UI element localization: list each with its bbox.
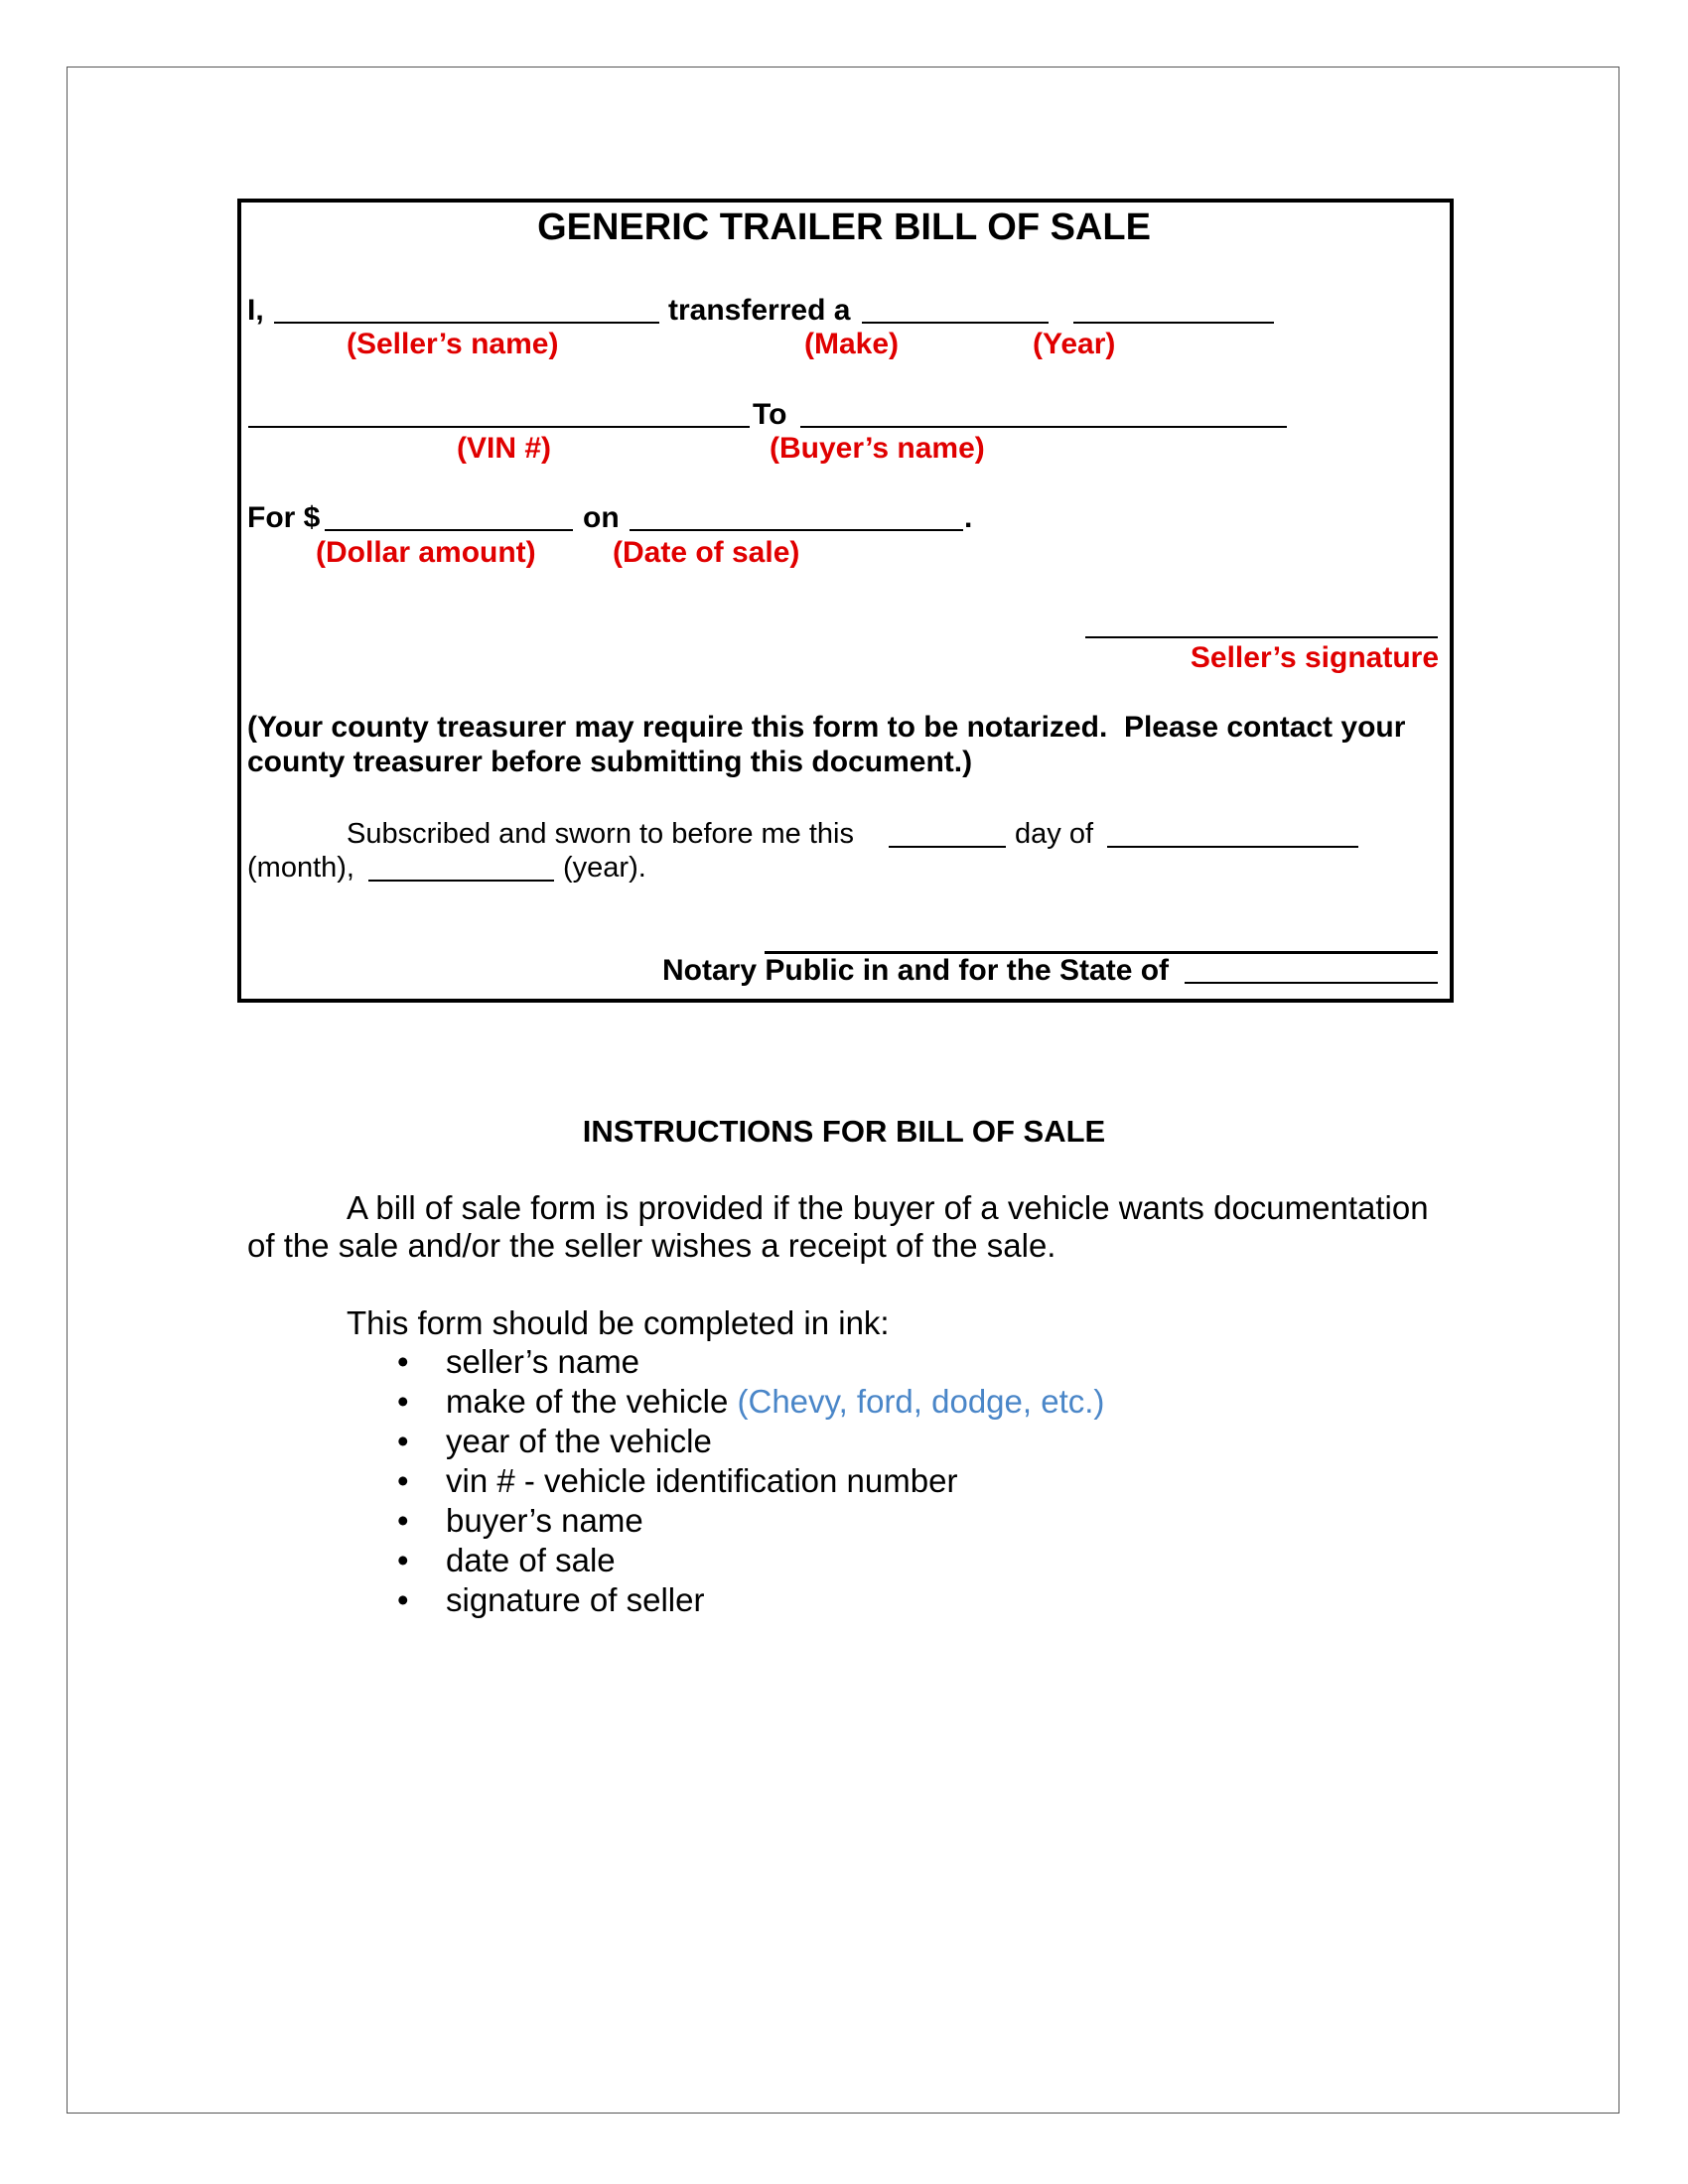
buyer-name-blank[interactable] [800, 426, 1287, 428]
bullet-icon: • [397, 1383, 409, 1420]
notice-line2: county treasurer before submitting this document.) [247, 746, 973, 778]
bullet-icon: • [397, 1581, 409, 1618]
line1-transferred: transferred a [668, 294, 851, 327]
instructions-list-intro: This form should be completed in ink: [347, 1304, 890, 1341]
list-item-main: make of the vehicle [446, 1383, 729, 1420]
instructions-title: INSTRUCTIONS FOR BILL OF SALE [582, 1114, 1106, 1149]
list-item-text: date of sale [446, 1542, 616, 1578]
year-label: (Year) [1033, 328, 1116, 360]
bullet-icon: • [397, 1462, 409, 1499]
line3-period: . [964, 501, 973, 534]
date-of-sale-label: (Date of sale) [613, 536, 800, 569]
bullet-icon: • [397, 1542, 409, 1578]
bullet-icon: • [397, 1343, 409, 1380]
vin-blank[interactable] [248, 426, 750, 428]
instructions-para-line1: A bill of sale form is provided if the buyer of a vehicle wants documentation [347, 1189, 1429, 1226]
date-of-sale-blank[interactable] [630, 529, 963, 531]
seller-signature-blank[interactable] [1085, 636, 1438, 638]
sworn-year-blank[interactable] [368, 880, 554, 882]
seller-signature-label: Seller’s signature [1190, 641, 1439, 674]
sworn-text3: (month), [247, 852, 354, 884]
line3-for: For $ [247, 501, 321, 534]
instructions-para-line2: of the sale and/or the seller wishes a receipt of the sale. [247, 1227, 1056, 1264]
vin-label: (VIN #) [457, 432, 552, 465]
dollar-amount-label: (Dollar amount) [316, 536, 536, 569]
bullet-icon: • [397, 1423, 409, 1459]
sworn-text4: (year). [563, 852, 646, 884]
notary-state-blank[interactable] [1185, 982, 1438, 984]
list-item-text: signature of seller [446, 1581, 705, 1618]
sworn-text1: Subscribed and sworn to before me this [347, 818, 854, 850]
dollar-amount-blank[interactable] [325, 529, 573, 531]
sworn-day-blank[interactable] [889, 846, 1006, 848]
seller-name-label: (Seller’s name) [347, 328, 559, 360]
list-item-note: (Chevy, ford, dodge, etc.) [737, 1383, 1105, 1420]
make-blank[interactable] [862, 322, 1049, 324]
year-blank[interactable] [1073, 322, 1274, 324]
buyer-name-label: (Buyer’s name) [770, 432, 985, 465]
line2-to: To [753, 398, 787, 431]
notary-label: Notary Public in and for the State of [662, 954, 1170, 987]
form-title: GENERIC TRAILER BILL OF SALE [537, 206, 1151, 248]
make-label: (Make) [804, 328, 900, 360]
list-item-text: vin # - vehicle identification number [446, 1462, 958, 1499]
bullet-icon: • [397, 1502, 409, 1539]
line3-on: on [583, 501, 620, 534]
list-item-text: buyer’s name [446, 1502, 643, 1539]
sworn-text2: day of [1015, 818, 1093, 850]
seller-name-blank[interactable] [274, 322, 659, 324]
notice-line1: (Your county treasurer may require this form to be notarized. Please contact your [247, 711, 1406, 744]
sworn-month-blank[interactable] [1107, 846, 1358, 848]
list-item-text: year of the vehicle [446, 1423, 712, 1459]
list-item-text: seller’s name [446, 1343, 640, 1380]
list-item-text [446, 1385, 1104, 1418]
line1-prefix: I, [247, 294, 264, 327]
